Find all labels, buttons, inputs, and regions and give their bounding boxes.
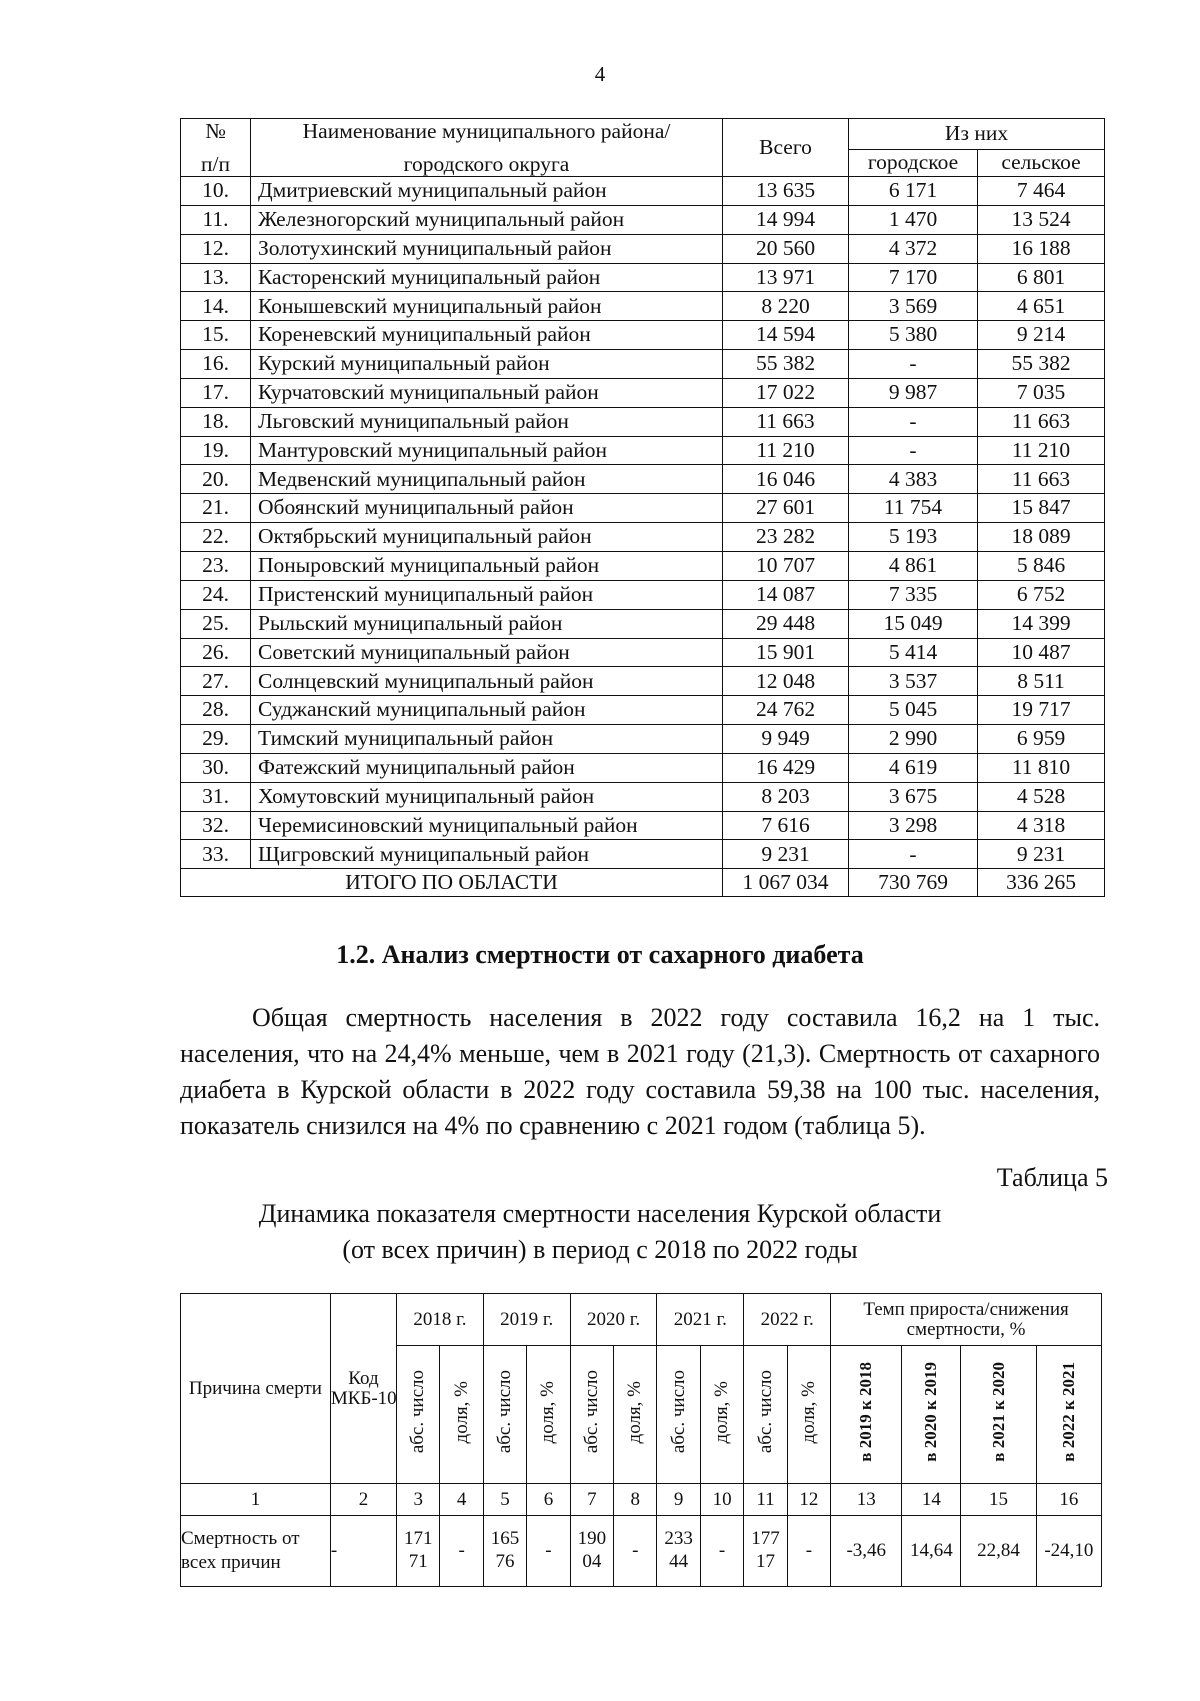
row-rural: 8 511 [978,667,1105,696]
row-urban: 2 990 [849,725,978,754]
table-row [181,465,1105,494]
row-urban: 6 171 [849,177,978,206]
row-total: 15 901 [723,638,849,667]
row-name: Рыльский муниципальный район [251,609,723,638]
row-urban: 7 335 [849,580,978,609]
districts-table [180,118,1105,897]
row-urban: 4 383 [849,465,978,494]
column-number: 14 [902,1484,961,1516]
cell-abs-2018: 171 71 [397,1516,440,1587]
row-name: Дмитриевский муниципальный район [251,177,723,206]
row-name: Курчатовский муниципальный район [251,378,723,407]
row-name: Железногорский муниципальный район [251,205,723,234]
table-row [181,292,1105,321]
districts-table-body [181,177,1105,869]
header-growth-2020: в 2020 к 2019 [902,1346,961,1484]
header-share-2020: доля, % [614,1346,657,1484]
row-rural: 16 188 [978,234,1105,263]
row-total: 23 282 [723,523,849,552]
col-header-name-line2: городского округа [251,150,723,177]
column-number: 2 [330,1484,396,1516]
table-caption [0,1196,1200,1268]
row-num: 31. [181,782,251,811]
header-growth-2022: в 2022 к 2021 [1036,1346,1101,1484]
col-header-num-line2: п/п [181,150,251,177]
row-name: Медвенский муниципальный район [251,465,723,494]
total-row [181,869,1105,897]
header-abs-2021: абс. число [657,1346,700,1484]
row-urban: 5 193 [849,523,978,552]
header-year-2021: 2021 г. [657,1294,744,1346]
row-rural: 19 717 [978,696,1105,725]
row-name: Октябрьский муниципальный район [251,523,723,552]
row-total: 8 220 [723,292,849,321]
row-urban: 5 045 [849,696,978,725]
column-number: 8 [614,1484,657,1516]
table-row [181,840,1105,869]
row-num: 19. [181,436,251,465]
row-num: 20. [181,465,251,494]
row-urban: 7 170 [849,263,978,292]
row-name: Кореневский муниципальный район [251,321,723,350]
row-rural: 14 399 [978,609,1105,638]
table-row [181,551,1105,580]
col-header-urban: городское [849,150,978,177]
row-name: Конышевский муниципальный район [251,292,723,321]
row-rural: 55 382 [978,350,1105,379]
table-row [181,263,1105,292]
header-abs-2020: абс. число [570,1346,613,1484]
row-num: 10. [181,177,251,206]
row-rural: 4 528 [978,782,1105,811]
header-share-2019: доля, % [527,1346,570,1484]
caption-line-2: (от всех причин) в период с 2018 по 2022 годы [342,1235,858,1264]
cell-share-2022: - [787,1516,830,1587]
row-urban: 4 372 [849,234,978,263]
row-urban: 1 470 [849,205,978,234]
row-num: 16. [181,350,251,379]
header-year-2022: 2022 г. [744,1294,831,1346]
table-row [181,696,1105,725]
row-rural: 9 214 [978,321,1105,350]
header-year-2019: 2019 г. [483,1294,570,1346]
row-total: 11 210 [723,436,849,465]
row-name: Касторенский муниципальный район [251,263,723,292]
row-rural: 11 210 [978,436,1105,465]
row-total: 14 087 [723,580,849,609]
row-total: 16 046 [723,465,849,494]
row-num: 17. [181,378,251,407]
row-total: 7 616 [723,811,849,840]
header-share-2018: доля, % [440,1346,483,1484]
cell-code: - [330,1516,396,1587]
row-name: Фатежский муниципальный район [251,753,723,782]
row-urban: 5 380 [849,321,978,350]
page-number: 4 [594,62,606,86]
row-total: 9 949 [723,725,849,754]
header-year-2020: 2020 г. [570,1294,657,1346]
column-number: 6 [527,1484,570,1516]
section-heading: 1.2. Анализ смертности от сахарного диабета [336,940,864,969]
row-total: 29 448 [723,609,849,638]
row-urban: - [849,350,978,379]
row-num: 25. [181,609,251,638]
header-growth-2019: в 2019 к 2018 [831,1346,902,1484]
table-label: Таблица 5 [996,1163,1108,1192]
cell-abs-2022: 177 17 [744,1516,787,1587]
column-number: 9 [657,1484,700,1516]
row-total: 24 762 [723,696,849,725]
row-num: 24. [181,580,251,609]
row-rural: 7 035 [978,378,1105,407]
row-num: 11. [181,205,251,234]
table-row [181,725,1105,754]
row-urban: 5 414 [849,638,978,667]
table-row [181,811,1105,840]
table-row [181,205,1105,234]
row-urban: 4 619 [849,753,978,782]
row-num: 21. [181,494,251,523]
row-num: 33. [181,840,251,869]
row-name: Тимский муниципальный район [251,725,723,754]
row-name: Льговский муниципальный район [251,407,723,436]
table-row [181,609,1105,638]
total-rural: 336 265 [978,869,1105,897]
column-number: 16 [1036,1484,1101,1516]
column-number: 1 [181,1484,331,1516]
row-num: 29. [181,725,251,754]
row-num: 26. [181,638,251,667]
row-total: 11 663 [723,407,849,436]
table-row [181,753,1105,782]
cell-share-2018: - [440,1516,483,1587]
column-number: 12 [787,1484,830,1516]
row-rural: 10 487 [978,638,1105,667]
table-row [181,350,1105,379]
table-row [181,378,1105,407]
row-urban: 3 675 [849,782,978,811]
row-total: 14 994 [723,205,849,234]
row-urban: 9 987 [849,378,978,407]
cell-abs-2019: 165 76 [483,1516,526,1587]
header-year-2018: 2018 г. [397,1294,484,1346]
cell-abs-2021: 233 44 [657,1516,700,1587]
row-total: 8 203 [723,782,849,811]
cell-share-2020: - [614,1516,657,1587]
row-total: 20 560 [723,234,849,263]
row-total: 17 022 [723,378,849,407]
column-number: 15 [961,1484,1036,1516]
header-abs-2018: абс. число [397,1346,440,1484]
table-row [181,177,1105,206]
row-rural: 11 663 [978,407,1105,436]
row-num: 27. [181,667,251,696]
header-abs-2022: абс. число [744,1346,787,1484]
row-total: 16 429 [723,753,849,782]
row-rural: 6 752 [978,580,1105,609]
row-urban: - [849,840,978,869]
table-row [181,234,1105,263]
table-row [181,580,1105,609]
row-total: 9 231 [723,840,849,869]
row-rural: 5 846 [978,551,1105,580]
caption-line-1: Динамика показателя смертности населения Курской области [258,1199,942,1228]
cell-growth-2022: -24,10 [1036,1516,1101,1587]
row-num: 23. [181,551,251,580]
row-name: Суджанский муниципальный район [251,696,723,725]
total-all: 1 067 034 [723,869,849,897]
row-num: 15. [181,321,251,350]
cell-share-2019: - [527,1516,570,1587]
row-num: 12. [181,234,251,263]
column-number: 3 [397,1484,440,1516]
row-total: 13 971 [723,263,849,292]
table-row [181,638,1105,667]
row-num: 13. [181,263,251,292]
row-rural: 15 847 [978,494,1105,523]
row-urban: 3 537 [849,667,978,696]
total-label: ИТОГО ПО ОБЛАСТИ [181,869,723,897]
table-row [181,321,1105,350]
row-urban: 3 298 [849,811,978,840]
row-rural: 4 318 [978,811,1105,840]
row-total: 27 601 [723,494,849,523]
row-total: 14 594 [723,321,849,350]
row-rural: 6 959 [978,725,1105,754]
row-rural: 7 464 [978,177,1105,206]
row-total: 55 382 [723,350,849,379]
column-number: 4 [440,1484,483,1516]
row-name: Золотухинский муниципальный район [251,234,723,263]
row-rural: 6 801 [978,263,1105,292]
row-name: Пристенский муниципальный район [251,580,723,609]
row-rural: 9 231 [978,840,1105,869]
row-name: Обоянский муниципальный район [251,494,723,523]
cell-cause: Смертность от всех причин [181,1516,331,1587]
row-urban: 4 861 [849,551,978,580]
header-growth: Темп прироста/снижения смертности, % [831,1294,1102,1346]
col-header-total: Всего [723,119,849,177]
cell-growth-2021: 22,84 [961,1516,1036,1587]
col-header-of-them: Из них [849,119,1105,150]
header-share-2021: доля, % [700,1346,743,1484]
row-name: Советский муниципальный район [251,638,723,667]
cell-share-2021: - [700,1516,743,1587]
column-number: 7 [570,1484,613,1516]
row-name: Солнцевский муниципальный район [251,667,723,696]
row-num: 32. [181,811,251,840]
row-num: 14. [181,292,251,321]
row-rural: 4 651 [978,292,1105,321]
col-header-rural: сельское [978,150,1105,177]
table-row [181,667,1105,696]
row-rural: 13 524 [978,205,1105,234]
row-total: 10 707 [723,551,849,580]
total-urban: 730 769 [849,869,978,897]
column-number: 11 [744,1484,787,1516]
header-share-2022: доля, % [787,1346,830,1484]
row-total: 12 048 [723,667,849,696]
row-name: Курский муниципальный район [251,350,723,379]
row-num: 18. [181,407,251,436]
row-num: 30. [181,753,251,782]
table-row [181,407,1105,436]
table-row [181,782,1105,811]
column-number: 5 [483,1484,526,1516]
cell-abs-2020: 190 04 [570,1516,613,1587]
col-header-name: Наименование муниципального района/ [251,119,723,150]
data-row-all-causes [181,1516,1102,1587]
row-rural: 11 810 [978,753,1105,782]
row-name: Черемисиновский муниципальный район [251,811,723,840]
column-number: 10 [700,1484,743,1516]
row-urban: 11 754 [849,494,978,523]
row-urban: 15 049 [849,609,978,638]
row-name: Поныровский муниципальный район [251,551,723,580]
cell-growth-2019: -3,46 [831,1516,902,1587]
table-row [181,436,1105,465]
row-rural: 11 663 [978,465,1105,494]
table-row [181,494,1105,523]
row-num: 22. [181,523,251,552]
row-urban: - [849,436,978,465]
mortality-table [180,1293,1102,1587]
row-total: 13 635 [723,177,849,206]
row-urban: 3 569 [849,292,978,321]
section-paragraph: Общая смертность населения в 2022 году составила 16,2 на 1 тыс. населения, что на 24,4% меньше, чем в 2021 году (21,3). Смертность от сахарного диабета в Курской области в 2022 году составила 59,38 на 100 тыс. населения, показатель снизился на 4% по сравнению с 2021 годом (таблица 5). [180,1003,1100,1140]
row-urban: - [849,407,978,436]
header-growth-2021: в 2021 к 2020 [961,1346,1036,1484]
col-header-num: № [181,119,251,150]
header-abs-2019: абс. число [483,1346,526,1484]
cell-growth-2020: 14,64 [902,1516,961,1587]
row-num: 28. [181,696,251,725]
row-name: Хомутовский муниципальный район [251,782,723,811]
column-numbers-row [181,1484,1102,1516]
row-rural: 18 089 [978,523,1105,552]
table-row [181,523,1105,552]
row-name: Щигровский муниципальный район [251,840,723,869]
row-name: Мантуровский муниципальный район [251,436,723,465]
column-number: 13 [831,1484,902,1516]
header-code: Код МКБ-10 [330,1294,396,1484]
header-cause: Причина смерти [181,1294,331,1484]
